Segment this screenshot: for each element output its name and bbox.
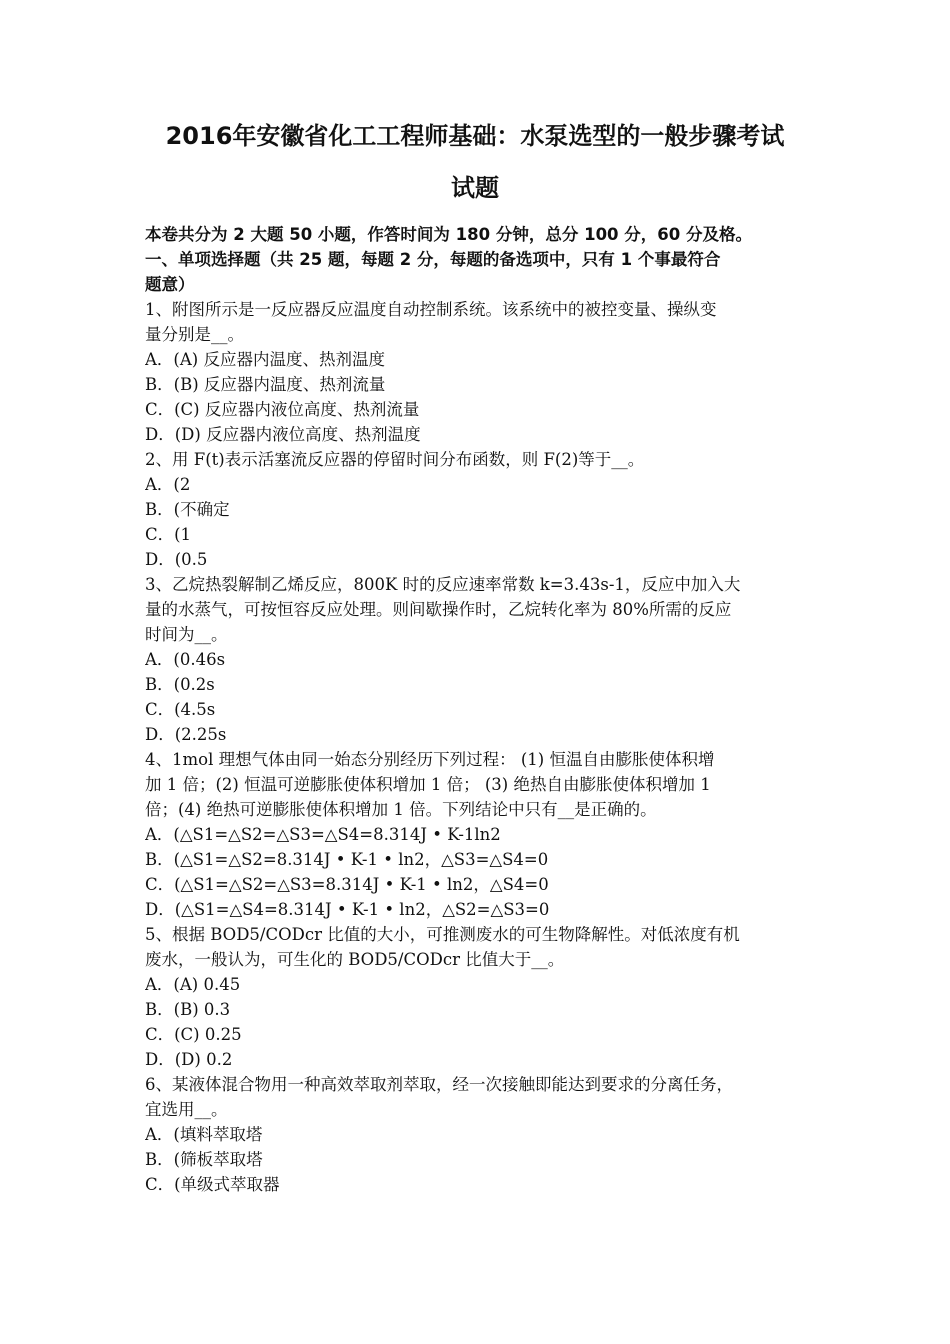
question-stem: 2、用 F(t)表示活塞流反应器的停留时间分布函数，则 F(2)等于__。 — [145, 450, 645, 469]
answer-option: C．(C) 反应器内液位高度、热剂流量 — [145, 400, 420, 419]
answer-option: B．(不确定 — [145, 500, 230, 519]
question-stem: 1、附图所示是一反应器反应温度自动控制系统。该系统中的被控变量、操纵变 — [145, 300, 717, 319]
question-2 — [145, 447, 810, 572]
section-heading-line1: 一、单项选择题（共 25 题，每题 2 分，每题的备选项中，只有 1 个事最符合 — [145, 250, 721, 269]
question-stem: 4、1mol 理想气体由同一始态分别经历下列过程： (1) 恒温自由膨胀使体积增 — [145, 750, 715, 769]
question-stem: 废水，一般认为，可生化的 BOD5/CODcr 比值大于__。 — [145, 950, 565, 969]
question-stem: 量的水蒸气，可按恒容反应处理。则间歇操作时，乙烷转化率为 80%所需的反应 — [145, 600, 732, 619]
answer-option: B．(△S1=△S2=8.314J • K-1 • ln2，△S3=△S4=0 — [145, 850, 549, 869]
answer-option: A．(A) 反应器内温度、热剂温度 — [145, 350, 385, 369]
answer-option: B．(B) 反应器内温度、热剂流量 — [145, 375, 386, 394]
answer-option: A．(0.46s — [145, 650, 226, 669]
document-title-line2: 试题 — [451, 174, 499, 202]
answer-option: B．(B) 0.3 — [145, 1000, 231, 1019]
section-heading — [145, 247, 810, 272]
answer-option: D．(2.25s — [145, 725, 227, 744]
answer-option: C．(C) 0.25 — [145, 1025, 242, 1044]
answer-option: D．(D) 0.2 — [145, 1050, 233, 1069]
answer-option: D．(0.5 — [145, 550, 208, 569]
question-1 — [145, 297, 810, 447]
question-stem: 时间为__。 — [145, 625, 228, 644]
answer-option: A．(△S1=△S2=△S3=△S4=8.314J • K-1ln2 — [145, 825, 501, 844]
answer-option: A．(A) 0.45 — [145, 975, 241, 994]
question-5 — [145, 922, 810, 1072]
answer-option: C．(4.5s — [145, 700, 216, 719]
question-stem: 加 1 倍；(2) 恒温可逆膨胀使体积增加 1 倍； (3) 绝热自由膨胀使体积增加 1 — [145, 775, 711, 794]
question-stem: 6、某液体混合物用一种高效萃取剂萃取，经一次接触即能达到要求的分离任务， — [145, 1075, 733, 1094]
answer-option: D．(△S1=△S4=8.314J • K-1 • ln2，△S2=△S3=0 — [145, 900, 550, 919]
section-heading-line2: 题意） — [145, 275, 195, 294]
answer-option: A．(填料萃取塔 — [145, 1125, 263, 1144]
document-title-line1: 2016年安徽省化工工程师基础：水泵选型的一般步骤考试 — [165, 122, 785, 150]
answer-option: C．(△S1=△S2=△S3=8.314J • K-1 • ln2，△S4=0 — [145, 875, 549, 894]
question-stem: 宜选用__。 — [145, 1100, 228, 1119]
question-6 — [145, 1072, 810, 1197]
question-stem: 量分别是__。 — [145, 325, 244, 344]
question-stem: 5、根据 BOD5/CODcr 比值的大小，可推测废水的可生物降解性。对低浓度有机 — [145, 925, 740, 944]
answer-option: D．(D) 反应器内液位高度、热剂温度 — [145, 425, 421, 444]
question-4 — [145, 747, 810, 922]
document-body — [145, 222, 810, 1197]
question-3 — [145, 572, 810, 747]
exam-intro: 本卷共分为 2 大题 50 小题，作答时间为 180 分钟，总分 100 分，60 分及格。 — [145, 225, 752, 244]
answer-option: B．(0.2s — [145, 675, 215, 694]
question-stem: 倍；(4) 绝热可逆膨胀使体积增加 1 倍。下列结论中只有__是正确的。 — [145, 800, 657, 819]
answer-option: C．(单级式萃取器 — [145, 1175, 280, 1194]
answer-option: B．(筛板萃取塔 — [145, 1150, 263, 1169]
question-stem: 3、乙烷热裂解制乙烯反应，800K 时的反应速率常数 k=3.43s-1，反应中加入大 — [145, 575, 741, 594]
answer-option: A．(2 — [145, 475, 191, 494]
answer-option: C．(1 — [145, 525, 192, 544]
